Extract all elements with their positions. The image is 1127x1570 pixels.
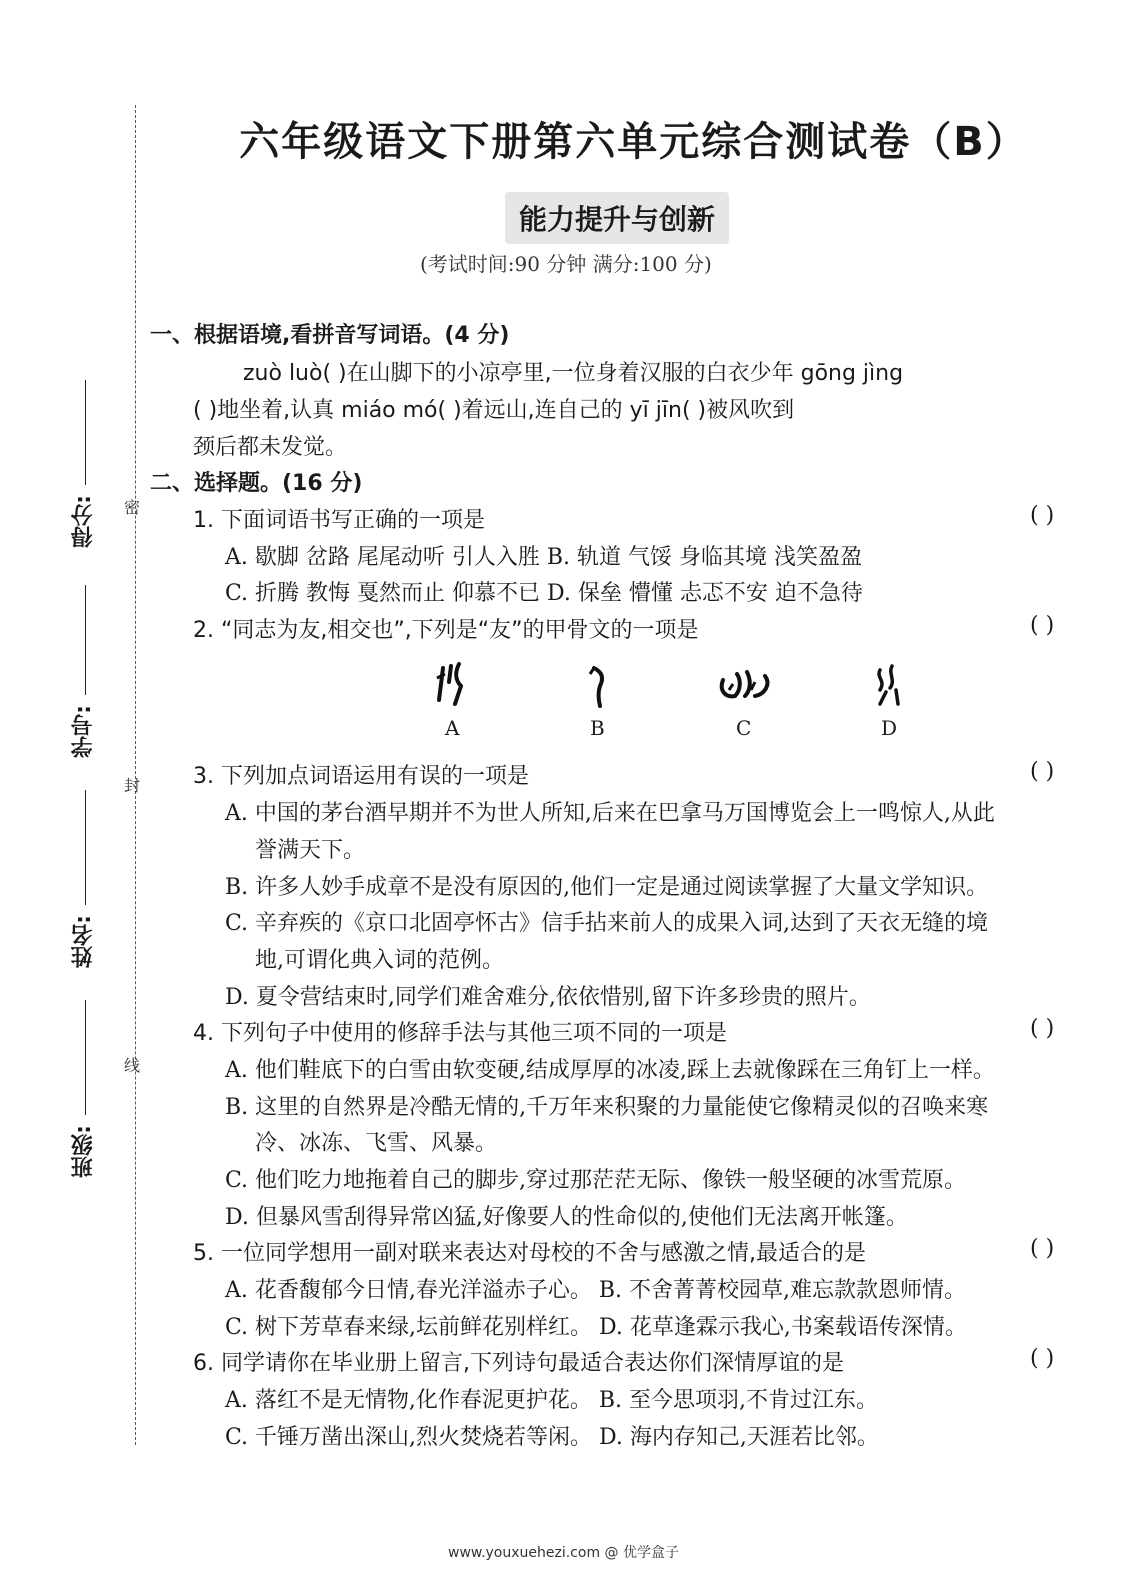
glyph-label-c: C [736, 716, 752, 740]
q6-options-row: C. 千锤万凿出深山,烈火焚烧若等闲。 D. 海内存知己,天涯若比邻。 [225, 1425, 879, 1450]
glyph-label-b: B [590, 716, 605, 740]
q1-answer-blank[interactable]: ( ) [1030, 503, 1055, 528]
q5-answer-blank[interactable]: ( ) [1030, 1236, 1055, 1261]
section1-line: zuò luò( )在山脚下的小凉亭里,一位身着汉服的白衣少年 gōng jìng [243, 361, 904, 386]
class-blank[interactable] [85, 1000, 86, 1115]
q6-stem: 6. 同学请你在毕业册上留言,下列诗句最适合表达你们深情厚谊的是 [193, 1351, 844, 1376]
binding-mark-feng: 封 [124, 776, 141, 795]
q3-option-line: A. 中国的茅台酒早期并不为世人所知,后来在巴拿马万国博览会上一鸣惊人,从此 [225, 801, 995, 826]
student-no-label: 学号: [71, 705, 96, 758]
oracle-glyph-d-icon [862, 660, 922, 710]
oracle-glyph-a-icon [425, 660, 485, 710]
section2-heading: 二、选择题。(16 分) [150, 471, 363, 496]
binding-mark-mi: 密 [124, 498, 141, 517]
footer-watermark: www.youxuehezi.com @ 优学盒子 [448, 1545, 679, 1561]
q5-options-row: C. 树下芳草春来绿,坛前鲜花别样红。 D. 花草逢霖示我心,书案载语传深情。 [225, 1315, 967, 1340]
page-title: 六年级语文下册第六单元综合测试卷（B） [239, 119, 1028, 165]
name-label: 姓名: [71, 915, 96, 968]
q4-option-line: C. 他们吃力地拖着自己的脚步,穿过那茫茫无际、像铁一般坚硬的冰雪荒原。 [225, 1168, 967, 1193]
name-blank[interactable] [85, 790, 86, 905]
q1-options-row: C. 折腾 教悔 戛然而止 仰慕不已 D. 保垒 懵懂 忐忑不安 迫不急待 [225, 581, 863, 606]
q6-answer-blank[interactable]: ( ) [1030, 1346, 1055, 1371]
q4-option-line: 冷、冰冻、飞雪、风暴。 [255, 1131, 498, 1156]
q2-answer-blank[interactable]: ( ) [1030, 613, 1055, 638]
q3-option-line: D. 夏令营结束时,同学们难舍难分,依依惜别,留下许多珍贵的照片。 [225, 985, 871, 1010]
q4-option-line: D. 但暴风雪刮得异常凶猛,好像要人的性命似的,使他们无法离开帐篷。 [225, 1205, 908, 1230]
q4-option-line: A. 他们鞋底下的白雪由软变硬,结成厚厚的冰凌,踩上去就像踩在三角钉上一样。 [225, 1058, 995, 1083]
q1-stem: 1. 下面词语书写正确的一项是 [193, 508, 485, 533]
student-no-blank[interactable] [85, 585, 86, 695]
q3-stem: 3. 下列加点词语运用有误的一项是 [193, 764, 529, 789]
score-blank[interactable] [85, 380, 86, 485]
q3-option-line: 誉满天下。 [255, 838, 366, 863]
q6-options-row: A. 落红不是无情物,化作春泥更护花。 B. 至今思项羽,不肯过江东。 [225, 1388, 879, 1413]
q1-options-row: A. 歇脚 岔路 尾尾动听 引人入胜 B. 轨道 气馁 身临其境 浅笑盈盈 [225, 545, 862, 570]
section1-heading: 一、根据语境,看拼音写词语。(4 分) [150, 323, 510, 348]
q3-option-line: C. 辛弃疾的《京口北固亭怀古》信手拈来前人的成果入词,达到了天衣无缝的境 [225, 911, 989, 936]
q3-answer-blank[interactable]: ( ) [1030, 759, 1055, 784]
binding-mark-xian: 线 [124, 1056, 141, 1075]
class-label: 班级: [71, 1125, 96, 1178]
q5-stem: 5. 一位同学想用一副对联来表达对母校的不舍与感激之情,最适合的是 [193, 1241, 866, 1266]
exam-info: (考试时间:90 分钟 满分:100 分) [420, 252, 712, 276]
glyph-label-a: A [445, 716, 460, 740]
q2-stem: 2. “同志为友,相交也”,下列是“友”的甲骨文的一项是 [193, 618, 699, 643]
q3-option-line: 地,可谓化典入词的范例。 [255, 948, 504, 973]
score-label: 得分: [71, 495, 96, 548]
q4-answer-blank[interactable]: ( ) [1030, 1016, 1055, 1041]
q3-option-line: B. 许多人妙手成章不是没有原因的,他们一定是通过阅读掌握了大量文学知识。 [225, 875, 989, 900]
q4-option-line: B. 这里的自然界是冷酷无情的,千万年来积聚的力量能使它像精灵似的召唤来寒 [225, 1095, 989, 1120]
oracle-glyph-c-icon [715, 660, 775, 710]
oracle-glyph-b-icon [570, 660, 630, 710]
q4-stem: 4. 下列句子中使用的修辞手法与其他三项不同的一项是 [193, 1021, 727, 1046]
section1-line: 颈后都未发觉。 [193, 435, 348, 460]
section1-line: ( )地坐着,认真 miáo mó( )着远山,连自己的 yī jīn( )被风吹到 [193, 398, 795, 423]
q5-options-row: A. 花香馥郁今日情,春光洋溢赤子心。 B. 不舍菁菁校园草,难忘款款恩师情。 [225, 1278, 967, 1303]
subtitle-badge: 能力提升与创新 [505, 192, 729, 244]
glyph-label-d: D [881, 716, 898, 740]
